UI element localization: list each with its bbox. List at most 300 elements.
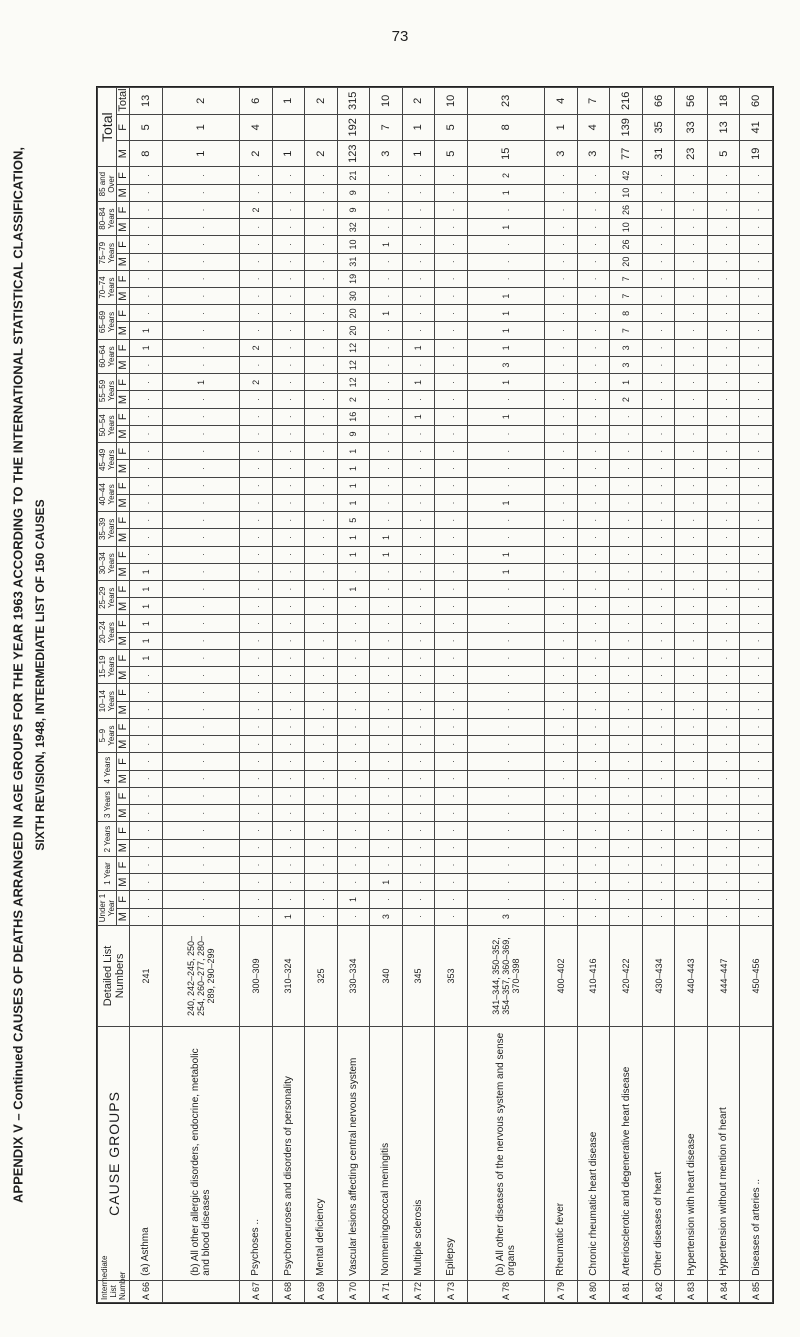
row-age-cell: . <box>577 684 610 701</box>
table-row <box>577 88 610 1303</box>
row-age-cell: . <box>402 546 435 563</box>
row-age-cell: . <box>707 753 740 770</box>
header-detailed-list: Detailed List Numbers <box>98 925 130 1026</box>
row-age-cell: . <box>740 856 773 873</box>
row-age-cell: . <box>272 701 305 718</box>
row-age-cell: . <box>435 374 468 391</box>
row-age-cell: . <box>305 856 338 873</box>
row-age-cell: . <box>240 494 273 511</box>
row-age-cell: . <box>272 787 305 804</box>
row-list-number: A 80 <box>577 1280 610 1302</box>
row-age-cell: 20 <box>337 305 370 322</box>
header-total-female: F <box>117 114 130 140</box>
row-age-cell: 1 <box>467 408 545 425</box>
row-age-cell: . <box>675 322 708 339</box>
row-age-cell: . <box>707 770 740 787</box>
row-age-cell: 2 <box>337 391 370 408</box>
row-age-cell: . <box>337 856 370 873</box>
row-age-cell: . <box>435 770 468 787</box>
row-age-cell: . <box>707 184 740 201</box>
row-age-cell: . <box>642 839 675 856</box>
row-total-female: 33 <box>675 114 708 140</box>
row-age-cell: . <box>305 701 338 718</box>
row-age-cell: . <box>577 649 610 666</box>
row-cause: Epilepsy <box>435 1027 468 1281</box>
row-age-cell: 9 <box>337 425 370 442</box>
row-age-cell: . <box>130 546 163 563</box>
row-age-cell: 1 <box>467 563 545 580</box>
row-age-cell: . <box>240 581 273 598</box>
row-list-number: A 66 <box>130 1280 163 1302</box>
row-age-cell: . <box>707 891 740 908</box>
row-age-cell: 10 <box>610 219 643 236</box>
row-age-cell: . <box>402 305 435 322</box>
row-detailed-numbers: 400–402 <box>545 925 578 1026</box>
row-age-cell: . <box>610 856 643 873</box>
row-age-cell: . <box>707 615 740 632</box>
row-age-cell: . <box>162 753 240 770</box>
row-detailed-numbers: 340 <box>370 925 403 1026</box>
row-age-cell: . <box>162 425 240 442</box>
row-age-cell: . <box>240 356 273 373</box>
table-row <box>337 88 370 1303</box>
row-age-cell: . <box>707 512 740 529</box>
row-age-cell: . <box>162 805 240 822</box>
row-age-cell: . <box>740 770 773 787</box>
row-age-cell: . <box>402 167 435 184</box>
row-age-cell: . <box>305 546 338 563</box>
header-female: F <box>117 305 130 322</box>
row-age-cell: . <box>337 736 370 753</box>
row-age-cell: 1 <box>370 236 403 253</box>
row-total-female: 4 <box>577 114 610 140</box>
row-age-cell: . <box>162 787 240 804</box>
row-age-cell: . <box>162 701 240 718</box>
row-age-cell: . <box>740 460 773 477</box>
row-age-cell: . <box>402 494 435 511</box>
row-age-cell: . <box>130 856 163 873</box>
row-age-cell: . <box>675 408 708 425</box>
row-age-cell: . <box>272 494 305 511</box>
row-list-number: A 68 <box>272 1280 305 1302</box>
row-age-cell: . <box>740 684 773 701</box>
row-age-cell: . <box>240 891 273 908</box>
row-age-cell: . <box>130 184 163 201</box>
row-age-cell: . <box>707 632 740 649</box>
row-age-cell: . <box>435 632 468 649</box>
row-age-cell: . <box>675 684 708 701</box>
row-age-cell: . <box>577 701 610 718</box>
row-age-cell: . <box>467 632 545 649</box>
row-age-cell: . <box>675 615 708 632</box>
row-age-cell: . <box>337 598 370 615</box>
row-age-cell: . <box>272 391 305 408</box>
row-age-cell: . <box>707 425 740 442</box>
row-age-cell: . <box>707 270 740 287</box>
row-age-cell: . <box>272 856 305 873</box>
row-detailed-numbers: 300–309 <box>240 925 273 1026</box>
row-age-cell: 1 <box>337 546 370 563</box>
row-age-cell: . <box>642 494 675 511</box>
row-age-cell: . <box>577 770 610 787</box>
row-age-cell: . <box>707 736 740 753</box>
row-age-cell: . <box>402 667 435 684</box>
table-row <box>435 88 468 1303</box>
row-total: 2 <box>402 88 435 115</box>
row-age-cell: . <box>305 891 338 908</box>
row-detailed-numbers: 410–416 <box>577 925 610 1026</box>
row-age-cell: . <box>305 615 338 632</box>
row-age-cell: . <box>675 770 708 787</box>
row-age-cell: . <box>642 787 675 804</box>
row-age-cell: . <box>675 443 708 460</box>
row-list-number: A 78 <box>467 1280 545 1302</box>
row-age-cell: . <box>370 167 403 184</box>
row-age-cell: . <box>337 770 370 787</box>
row-age-cell: . <box>467 391 545 408</box>
row-age-cell: . <box>675 356 708 373</box>
row-age-cell: . <box>370 701 403 718</box>
row-age-cell: . <box>240 305 273 322</box>
row-detailed-numbers: 330–334 <box>337 925 370 1026</box>
row-age-cell: . <box>370 374 403 391</box>
row-age-cell: . <box>707 684 740 701</box>
row-age-cell: 3 <box>610 356 643 373</box>
row-age-cell: . <box>545 546 578 563</box>
row-age-cell: . <box>435 839 468 856</box>
row-age-cell: 1 <box>467 339 545 356</box>
row-age-cell: . <box>707 408 740 425</box>
row-age-cell: . <box>467 822 545 839</box>
row-age-cell: . <box>740 512 773 529</box>
row-age-cell: . <box>305 822 338 839</box>
row-age-cell: . <box>370 563 403 580</box>
row-age-cell: . <box>740 477 773 494</box>
row-age-cell: 1 <box>337 494 370 511</box>
row-age-cell: . <box>305 874 338 891</box>
row-age-cell: . <box>402 701 435 718</box>
row-age-cell: 32 <box>337 219 370 236</box>
row-age-cell: . <box>337 667 370 684</box>
row-age-cell: . <box>435 443 468 460</box>
row-age-cell: . <box>545 632 578 649</box>
row-age-cell: . <box>370 649 403 666</box>
row-age-cell: . <box>740 598 773 615</box>
row-age-cell: 1 <box>467 219 545 236</box>
row-age-cell: . <box>545 374 578 391</box>
header-list-number: Intermediate List Number <box>98 1280 130 1302</box>
row-age-cell: . <box>130 219 163 236</box>
row-age-cell: . <box>162 391 240 408</box>
row-age-cell: . <box>130 288 163 305</box>
row-age-cell: . <box>642 408 675 425</box>
row-age-cell: . <box>642 770 675 787</box>
row-age-cell: . <box>240 460 273 477</box>
row-age-cell: 26 <box>610 236 643 253</box>
row-age-cell: . <box>240 598 273 615</box>
row-age-cell: . <box>435 460 468 477</box>
header-female: F <box>117 546 130 563</box>
row-age-cell: . <box>707 874 740 891</box>
row-age-cell: . <box>370 494 403 511</box>
row-age-cell: . <box>240 839 273 856</box>
row-total: 2 <box>162 88 240 115</box>
row-age-cell: . <box>162 253 240 270</box>
row-age-cell: . <box>240 615 273 632</box>
row-age-cell: 3 <box>610 339 643 356</box>
row-age-cell: . <box>610 701 643 718</box>
row-age-cell: . <box>642 184 675 201</box>
row-age-cell: . <box>707 477 740 494</box>
row-age-cell: . <box>642 460 675 477</box>
side-title <box>8 60 28 1290</box>
row-age-cell: . <box>577 443 610 460</box>
row-age-cell: . <box>642 253 675 270</box>
row-total: 60 <box>740 88 773 115</box>
row-total: 2 <box>305 88 338 115</box>
row-age-cell: . <box>435 167 468 184</box>
row-age-cell: . <box>642 701 675 718</box>
header-female: F <box>117 339 130 356</box>
row-age-cell: . <box>577 460 610 477</box>
row-age-cell: . <box>610 736 643 753</box>
table-row <box>707 88 740 1303</box>
row-age-cell: . <box>675 822 708 839</box>
row-age-cell: 1 <box>130 581 163 598</box>
row-age-cell: . <box>577 236 610 253</box>
row-age-cell: 8 <box>610 305 643 322</box>
row-age-cell: . <box>370 856 403 873</box>
row-age-cell: . <box>130 494 163 511</box>
row-age-cell: . <box>130 805 163 822</box>
row-age-cell: . <box>610 718 643 735</box>
row-age-cell: . <box>305 684 338 701</box>
row-age-cell: . <box>435 598 468 615</box>
row-age-cell: . <box>545 598 578 615</box>
row-age-cell: 5 <box>337 512 370 529</box>
row-age-cell: . <box>240 546 273 563</box>
row-age-cell: . <box>240 477 273 494</box>
row-age-cell: . <box>402 391 435 408</box>
row-age-cell: . <box>272 236 305 253</box>
row-age-cell: . <box>435 649 468 666</box>
row-age-cell: . <box>370 219 403 236</box>
row-list-number: A 70 <box>337 1280 370 1302</box>
row-age-cell: . <box>272 805 305 822</box>
row-age-cell: . <box>435 425 468 442</box>
row-age-cell: . <box>675 891 708 908</box>
row-age-cell: . <box>130 770 163 787</box>
row-age-cell: . <box>305 167 338 184</box>
row-age-cell: . <box>305 908 338 925</box>
row-list-number: A 82 <box>642 1280 675 1302</box>
header-female: F <box>117 787 130 804</box>
row-age-cell: . <box>467 443 545 460</box>
row-age-cell: . <box>402 425 435 442</box>
row-age-cell: 1 <box>467 546 545 563</box>
row-age-cell: . <box>402 236 435 253</box>
row-detailed-numbers: 430–434 <box>642 925 675 1026</box>
table-row <box>305 88 338 1303</box>
row-total-male: 15 <box>467 141 545 167</box>
row-age-cell: . <box>272 443 305 460</box>
row-age-cell: 31 <box>337 253 370 270</box>
row-age-cell: . <box>675 460 708 477</box>
row-age-cell: 10 <box>337 236 370 253</box>
row-age-cell: . <box>545 219 578 236</box>
row-age-cell: . <box>435 615 468 632</box>
row-age-cell: . <box>162 219 240 236</box>
row-list-number: A 79 <box>545 1280 578 1302</box>
row-age-cell: 1 <box>130 615 163 632</box>
row-age-cell: 3 <box>467 908 545 925</box>
row-age-cell: . <box>610 908 643 925</box>
row-age-cell: . <box>467 477 545 494</box>
row-age-cell: 1 <box>370 874 403 891</box>
row-age-cell: . <box>545 443 578 460</box>
row-age-cell: . <box>402 753 435 770</box>
row-age-cell: . <box>435 581 468 598</box>
row-age-cell: . <box>740 339 773 356</box>
row-age-cell: . <box>305 563 338 580</box>
row-age-cell: . <box>402 805 435 822</box>
row-age-cell: . <box>740 184 773 201</box>
side-title-line-2: SIXTH REVISION, 1948, INTERMEDIATE LIST OF 150 CAUSES <box>33 499 47 851</box>
row-age-cell: . <box>130 374 163 391</box>
header-age-group: 35–39 Years <box>98 512 117 546</box>
header-age-group: 4 Years <box>98 753 117 787</box>
row-age-cell: . <box>642 374 675 391</box>
row-total-female: 192 <box>337 114 370 140</box>
row-total-female: 139 <box>610 114 643 140</box>
row-age-cell: . <box>162 356 240 373</box>
row-age-cell: . <box>675 563 708 580</box>
row-age-cell: 12 <box>337 339 370 356</box>
row-age-cell: . <box>305 339 338 356</box>
row-age-cell: . <box>675 477 708 494</box>
row-age-cell: . <box>740 632 773 649</box>
row-age-cell: 42 <box>610 167 643 184</box>
table-row <box>545 88 578 1303</box>
header-age-group: 60–64 Years <box>98 339 117 373</box>
row-age-cell: . <box>467 684 545 701</box>
row-age-cell: . <box>402 736 435 753</box>
row-age-cell: . <box>162 236 240 253</box>
row-age-cell: 9 <box>337 184 370 201</box>
row-age-cell: . <box>740 236 773 253</box>
row-age-cell: . <box>545 805 578 822</box>
header-female: F <box>117 236 130 253</box>
row-age-cell: . <box>402 684 435 701</box>
row-age-cell: . <box>402 529 435 546</box>
row-age-cell: . <box>130 891 163 908</box>
row-age-cell: . <box>610 460 643 477</box>
row-age-cell: . <box>272 356 305 373</box>
row-age-cell: 1 <box>467 288 545 305</box>
row-total: 18 <box>707 88 740 115</box>
row-age-cell: . <box>545 425 578 442</box>
row-age-cell: 1 <box>337 443 370 460</box>
row-age-cell: . <box>305 736 338 753</box>
row-age-cell: . <box>240 529 273 546</box>
row-age-cell: . <box>740 356 773 373</box>
row-age-cell: . <box>642 167 675 184</box>
row-age-cell: . <box>577 201 610 218</box>
row-cause: (b) All other diseases of the nervous system and sense organs <box>467 1027 545 1281</box>
row-total-female: 5 <box>130 114 163 140</box>
side-subtitle <box>30 60 50 1290</box>
row-detailed-numbers: 325 <box>305 925 338 1026</box>
row-age-cell: . <box>675 546 708 563</box>
row-age-cell: 7 <box>610 288 643 305</box>
row-age-cell: . <box>130 718 163 735</box>
row-age-cell: 1 <box>337 581 370 598</box>
row-age-cell: . <box>305 236 338 253</box>
row-age-cell: . <box>305 787 338 804</box>
row-age-cell: . <box>642 546 675 563</box>
row-age-cell: . <box>577 546 610 563</box>
row-age-cell: . <box>370 201 403 218</box>
row-cause: Nonmeningococcal meningitis <box>370 1027 403 1281</box>
header-male: M <box>117 770 130 787</box>
row-age-cell: . <box>402 891 435 908</box>
header-age-group: 1 Year <box>98 856 117 890</box>
row-list-number: A 67 <box>240 1280 273 1302</box>
row-age-cell: . <box>272 874 305 891</box>
row-age-cell: . <box>740 201 773 218</box>
row-age-cell: . <box>467 701 545 718</box>
row-age-cell: . <box>272 546 305 563</box>
row-age-cell: . <box>162 460 240 477</box>
header-female: F <box>117 581 130 598</box>
row-age-cell: . <box>130 460 163 477</box>
table-row <box>272 88 305 1303</box>
row-age-cell: . <box>467 718 545 735</box>
row-age-cell: 9 <box>337 201 370 218</box>
row-age-cell: . <box>675 425 708 442</box>
row-age-cell: . <box>240 512 273 529</box>
row-age-cell: . <box>130 236 163 253</box>
row-age-cell: . <box>162 270 240 287</box>
row-age-cell: . <box>240 288 273 305</box>
row-age-cell: . <box>642 615 675 632</box>
row-age-cell: . <box>272 529 305 546</box>
row-age-cell: . <box>740 443 773 460</box>
row-age-cell: . <box>130 753 163 770</box>
row-age-cell: . <box>610 512 643 529</box>
header-male: M <box>117 529 130 546</box>
row-age-cell: . <box>337 753 370 770</box>
row-age-cell: 26 <box>610 201 643 218</box>
row-detailed-numbers: 450–456 <box>740 925 773 1026</box>
row-age-cell: . <box>740 167 773 184</box>
row-age-cell: . <box>162 839 240 856</box>
row-age-cell: 12 <box>337 374 370 391</box>
row-age-cell: . <box>240 770 273 787</box>
row-age-cell: . <box>675 374 708 391</box>
row-age-cell: . <box>610 546 643 563</box>
row-age-cell: . <box>467 874 545 891</box>
row-age-cell: . <box>402 219 435 236</box>
row-age-cell: . <box>675 718 708 735</box>
row-age-cell: . <box>545 201 578 218</box>
row-age-cell: . <box>305 581 338 598</box>
row-age-cell: . <box>467 839 545 856</box>
row-age-cell: . <box>272 339 305 356</box>
row-age-cell: . <box>610 425 643 442</box>
header-age-group: 65–69 Years <box>98 305 117 339</box>
row-age-cell: . <box>370 270 403 287</box>
